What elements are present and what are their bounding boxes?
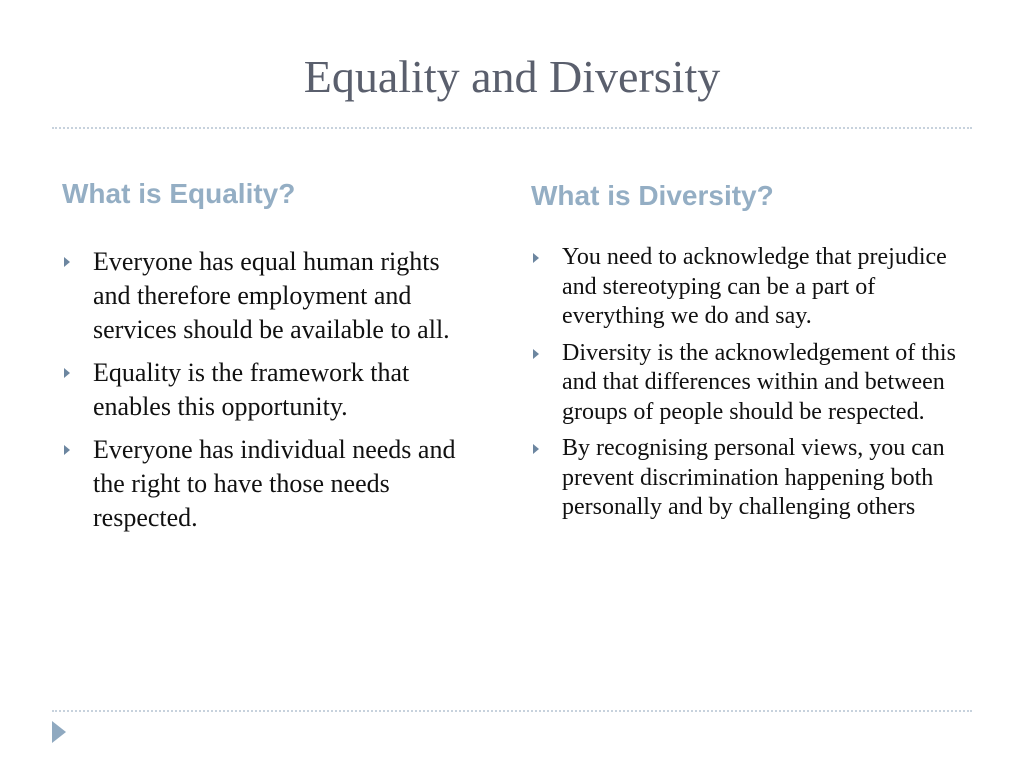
equality-heading: What is Equality? — [62, 178, 296, 209]
triangle-bullet-icon — [64, 257, 70, 267]
play-next-icon[interactable] — [52, 721, 66, 743]
diversity-bullet-text: You need to acknowledge that prejudice and stereotyping can be a part of everything we do and say. — [562, 244, 947, 329]
equality-bullet-text: Everyone has equal human rights and therefore employment and services should be available to all. — [93, 247, 450, 344]
diversity-bullet-item — [531, 243, 971, 332]
equality-bullet-item — [62, 356, 482, 424]
diversity-bullet-list — [531, 243, 971, 530]
top-dotted-divider — [52, 127, 972, 129]
diversity-bullet-text: Diversity is the acknowledgement of this and that differences within and between groups of people should be respected. — [562, 339, 956, 425]
equality-bullet-list — [62, 245, 482, 544]
triangle-bullet-icon — [533, 444, 539, 454]
diversity-bullet-text: By recognising personal views, you can prevent discrimination happening both personally and by challenging others — [562, 435, 945, 520]
triangle-bullet-icon — [533, 349, 539, 359]
triangle-bullet-icon — [533, 253, 539, 263]
diversity-bullet-item — [531, 339, 971, 428]
bottom-dotted-divider — [52, 710, 972, 712]
equality-bullet-item — [62, 245, 482, 347]
diversity-bullet-item — [531, 434, 971, 523]
equality-bullet-item — [62, 433, 482, 535]
equality-bullet-text: Equality is the framework that enables this opportunity. — [93, 358, 410, 421]
equality-bullet-text: Everyone has individual needs and the right to have those needs respected. — [93, 435, 456, 532]
slide-title: Equality and Diversity — [303, 51, 721, 102]
diversity-heading: What is Diversity? — [531, 180, 774, 211]
triangle-bullet-icon — [64, 445, 70, 455]
triangle-bullet-icon — [64, 368, 70, 378]
